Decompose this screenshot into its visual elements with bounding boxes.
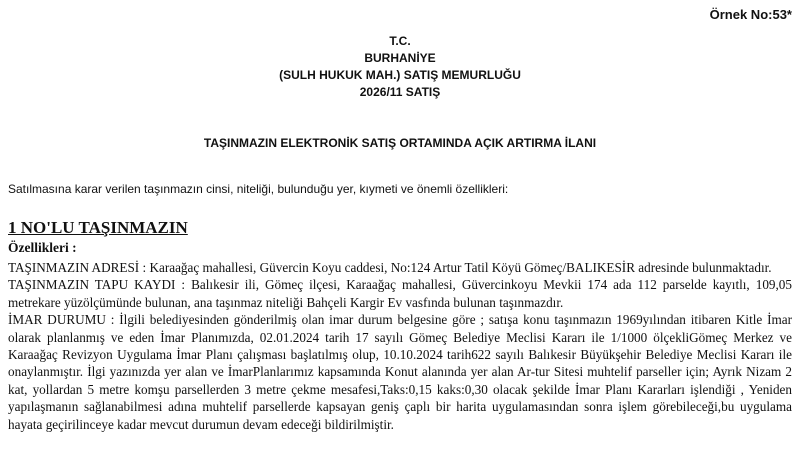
property-deed: TAŞINMAZIN TAPU KAYDI : Balıkesir ili, Gömeç ilçesi, Karaağaç mahallesi, Güvercinkoyu Mevkii 174 ada 112 parselde kayıtlı, 109,05 metrekare yüzölçümünde bulunan, ana taşınmaz niteliği Bahçeli Kargir Ev vasfında bulunan taşınmazdır. bbox=[8, 277, 792, 310]
announcement-title: TAŞINMAZIN ELEKTRONİK SATIŞ ORTAMINDA AÇIK ARTIRMA İLANI bbox=[203, 136, 597, 150]
intro-text: Satılmasına karar verilen taşınmazın cinsi, niteliği, bulunduğu yer, kıymeti ve önemli özellikleri: bbox=[8, 182, 509, 196]
header-office: (SULH HUKUK MAH.) SATIŞ MEMURLUĞU bbox=[279, 68, 521, 82]
header-country: T.C. bbox=[389, 34, 411, 48]
property-details bbox=[8, 259, 792, 433]
sample-number: Örnek No:53* bbox=[709, 7, 792, 22]
header-case-number: 2026/11 SATIŞ bbox=[359, 85, 441, 99]
document-header bbox=[0, 33, 800, 101]
property-zoning: İMAR DURUMU : İlgili belediyesinden gönderilmiş olan imar durum belgesine göre ; satışa konu taşınmazın 1969yılından itibaren Kitle İmar olarak planlanmış ve eden İmar Planımızda, 02.01.2024 tarih 17 sayılı Gömeç Belediye Meclisi Kararı ile 1/1000 ölçekliGömeç Merkez ve Karaağaç Revizyon Uygulama İmar Planı çalışması başlatılmış olup, 10.10.2024 tarih622 sayılı Balıkesir Büyükşehir Belediye Meclisi Kararı ile onaylanmıştır. İlgi yazınızda yer alan ve İmarPlanlarımız kapsamında Konut alanında yer alan Ar-tur Sitesi muhtelif parseller için; Ayrık Nizam 2 kat, yollardan 5 metre komşu parsellerden 3 metre çekme mesafesi,Taks:0,15 kaks:0,30 olacak şekilde İmar Planı Kararları işlendiği , Yeniden yapılaşmanın sağlanabilmesi adına muhtelif parsellerde kapsayan geniş çaplı bir harita uygulamasından sonra işlem görebileceği,bu uygulama hayata geçirilinceye kadar mevcut durumun devam edeceği bildirilmiştir. bbox=[8, 312, 792, 432]
property-address: TAŞINMAZIN ADRESİ : Karaağaç mahallesi, Güvercin Koyu caddesi, No:124 Artur Tatil Köyü Gömeç/BALIKESİR adresinde bulunmaktadır. bbox=[8, 260, 772, 275]
header-district: BURHANİYE bbox=[364, 51, 436, 65]
features-label: Özellikleri : bbox=[8, 240, 77, 255]
property-title: 1 NO'LU TAŞINMAZIN bbox=[8, 218, 188, 237]
